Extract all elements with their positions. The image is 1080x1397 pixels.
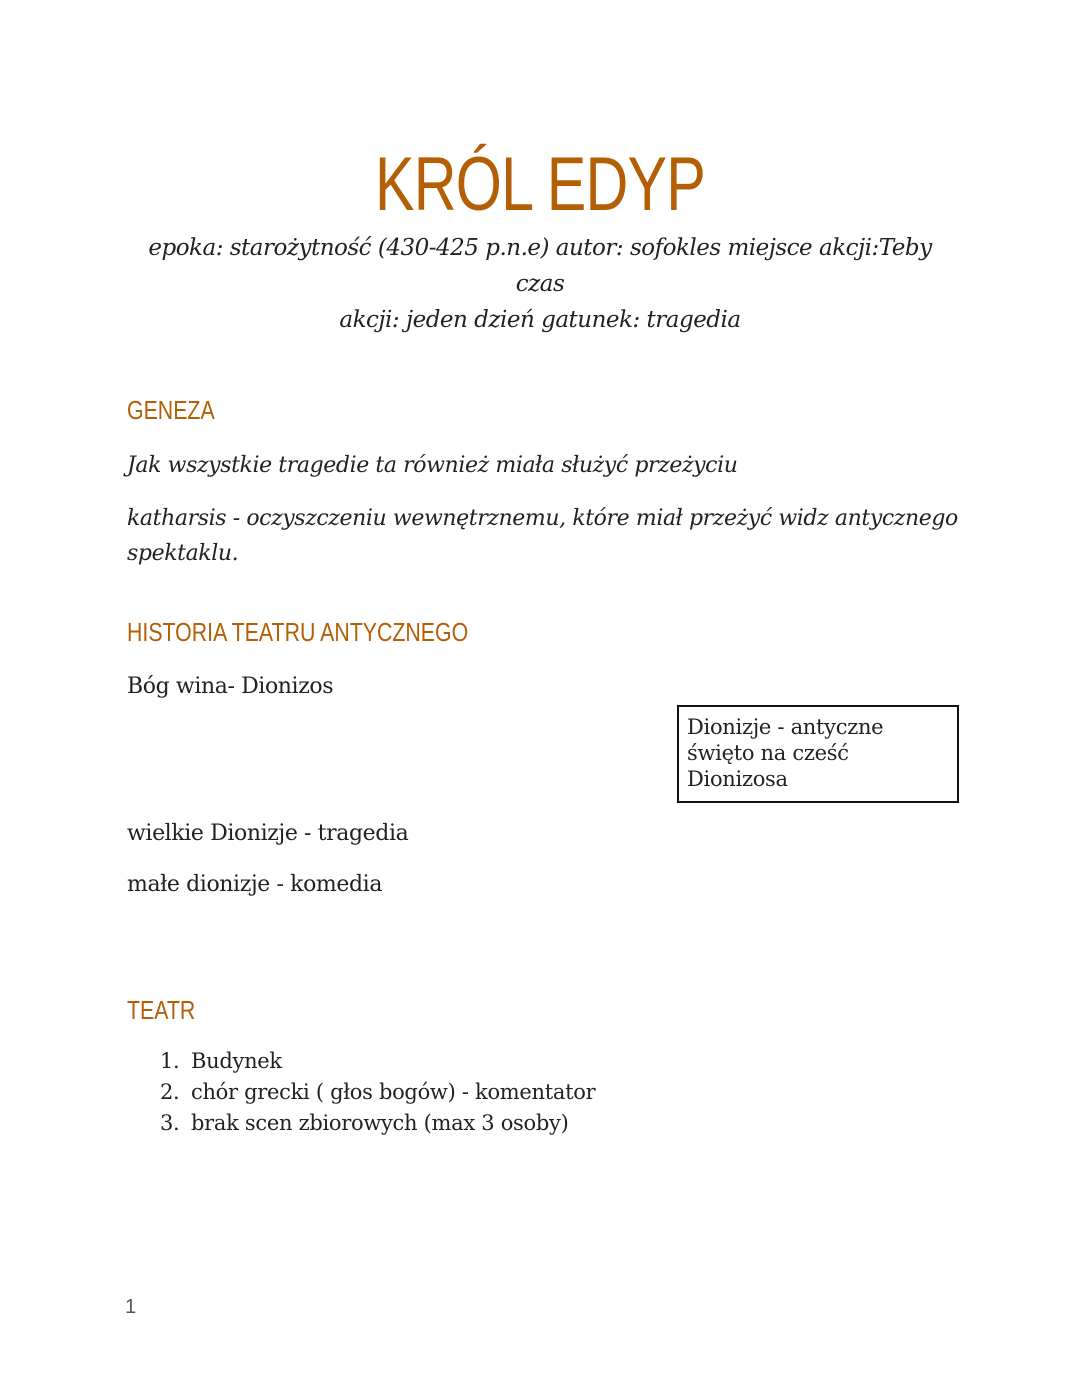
meta-line-2: akcji: jeden dzień gatunek: tragedia: [339, 307, 741, 333]
heading-geneza: GENEZA: [127, 395, 215, 425]
geneza-paragraph-1: Jak wszystkie tragedie ta również miała służyć przeżyciu: [127, 453, 738, 478]
heading-historia-teatru: HISTORIA TEATRU ANTYCZNEGO: [127, 617, 469, 647]
meta-line-1: epoka: starożytność (430-425 p.n.e) autor: sofokles miejsce akcji:Teby czas: [148, 235, 932, 297]
document-meta: [130, 230, 950, 338]
historia-line-male-dionizje: małe dionizje - komedia: [127, 872, 383, 897]
geneza-paragraph-2-line-1: katharsis - oczyszczeniu wewnętrznemu, które miał przeżyć widz antycznego: [127, 506, 958, 531]
note-line-3: Dionizosa: [687, 767, 788, 791]
list-item-text: Budynek: [191, 1049, 282, 1073]
list-item-text: brak scen zbiorowych (max 3 osoby): [191, 1111, 569, 1135]
note-line-2: święto na cześć: [687, 741, 849, 765]
page-number: 1: [125, 1296, 137, 1318]
list-item: [160, 1046, 595, 1077]
historia-line-wielkie-dionizje: wielkie Dionizje - tragedia: [127, 821, 409, 846]
list-item: [160, 1077, 595, 1108]
geneza-paragraph-2: [127, 501, 967, 571]
list-item-number: 1.: [160, 1049, 180, 1073]
note-box-dionizje: [677, 705, 959, 803]
list-item-text: chór grecki ( głos bogów) - komentator: [191, 1080, 596, 1104]
geneza-paragraph-2-line-2: spektaklu.: [127, 541, 239, 566]
teatr-list: [160, 1046, 595, 1139]
list-item-number: 3.: [160, 1111, 180, 1135]
historia-line-bog-wina: Bóg wina- Dionizos: [127, 674, 334, 699]
list-item: [160, 1108, 595, 1139]
list-item-number: 2.: [160, 1080, 180, 1104]
document-title: KRÓL EDYP: [374, 142, 706, 227]
note-line-1: Dionizje - antyczne: [687, 715, 884, 739]
heading-teatr: TEATR: [127, 995, 196, 1025]
